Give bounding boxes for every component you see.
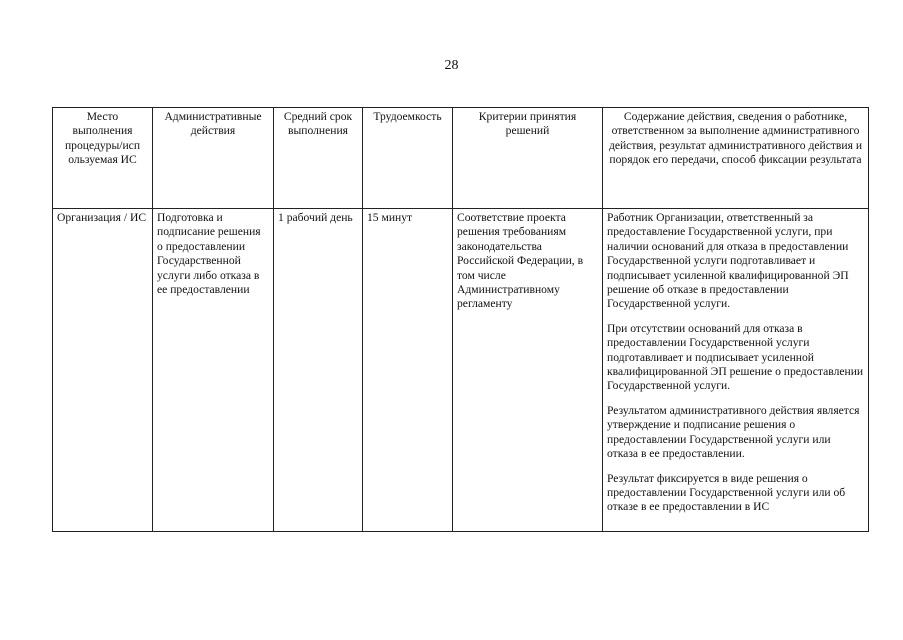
- cell-labor: 15 минут: [363, 209, 453, 532]
- table-row: [53, 209, 869, 532]
- cell-criteria: Соответствие проекта решения требованиям законодательства Российской Федерации, в том числе Административному регламенту: [453, 209, 603, 532]
- content-paragraph: Результат фиксируется в виде решения о предоставлении Государственной услуги или об отказе в ее предоставлении в ИС: [607, 471, 846, 514]
- header-labor: Трудоемкость: [363, 108, 453, 209]
- header-place: Место выполнения процедуры/исп ользуемая ИС: [53, 108, 153, 209]
- cell-place: Организация / ИС: [53, 209, 153, 532]
- table-header-row: [53, 108, 869, 209]
- content-paragraph: Работник Организации, ответственный за предоставление Государственной услуги, при наличии оснований для отказа в предоставлении Государственной услуги подготавливает и подписывает усиленной квалифицированной ЭП решение об отказе в предоставлении Государственной услуги.: [607, 211, 849, 311]
- content-paragraph: При отсутствии оснований для отказа в предоставлении Государственной услуги подготавливает и подписывает усиленной квалифицированной ЭП решение о предоставлении Государственной услуги.: [607, 321, 864, 393]
- header-criteria: Критерии принятия решений: [453, 108, 603, 209]
- procedure-table: [52, 107, 869, 532]
- header-actions: Административные действия: [153, 108, 274, 209]
- header-duration: Средний срок выполнения: [274, 108, 363, 209]
- page-number: 28: [444, 58, 459, 73]
- cell-duration: 1 рабочий день: [274, 209, 363, 532]
- header-content: Содержание действия, сведения о работнике, ответственном за выполнение административного действия, результат административного действия и порядок его передачи, способ фиксации результата: [603, 108, 869, 209]
- cell-content: [603, 209, 869, 532]
- cell-actions: Подготовка и подписание решения о предоставлении Государственной услуги либо отказа в ее предоставлении: [153, 209, 274, 532]
- content-paragraph: Результатом административного действия является утверждение и подписание решения о предоставлении Государственной услуги или отказа в ее предоставлении.: [607, 403, 860, 461]
